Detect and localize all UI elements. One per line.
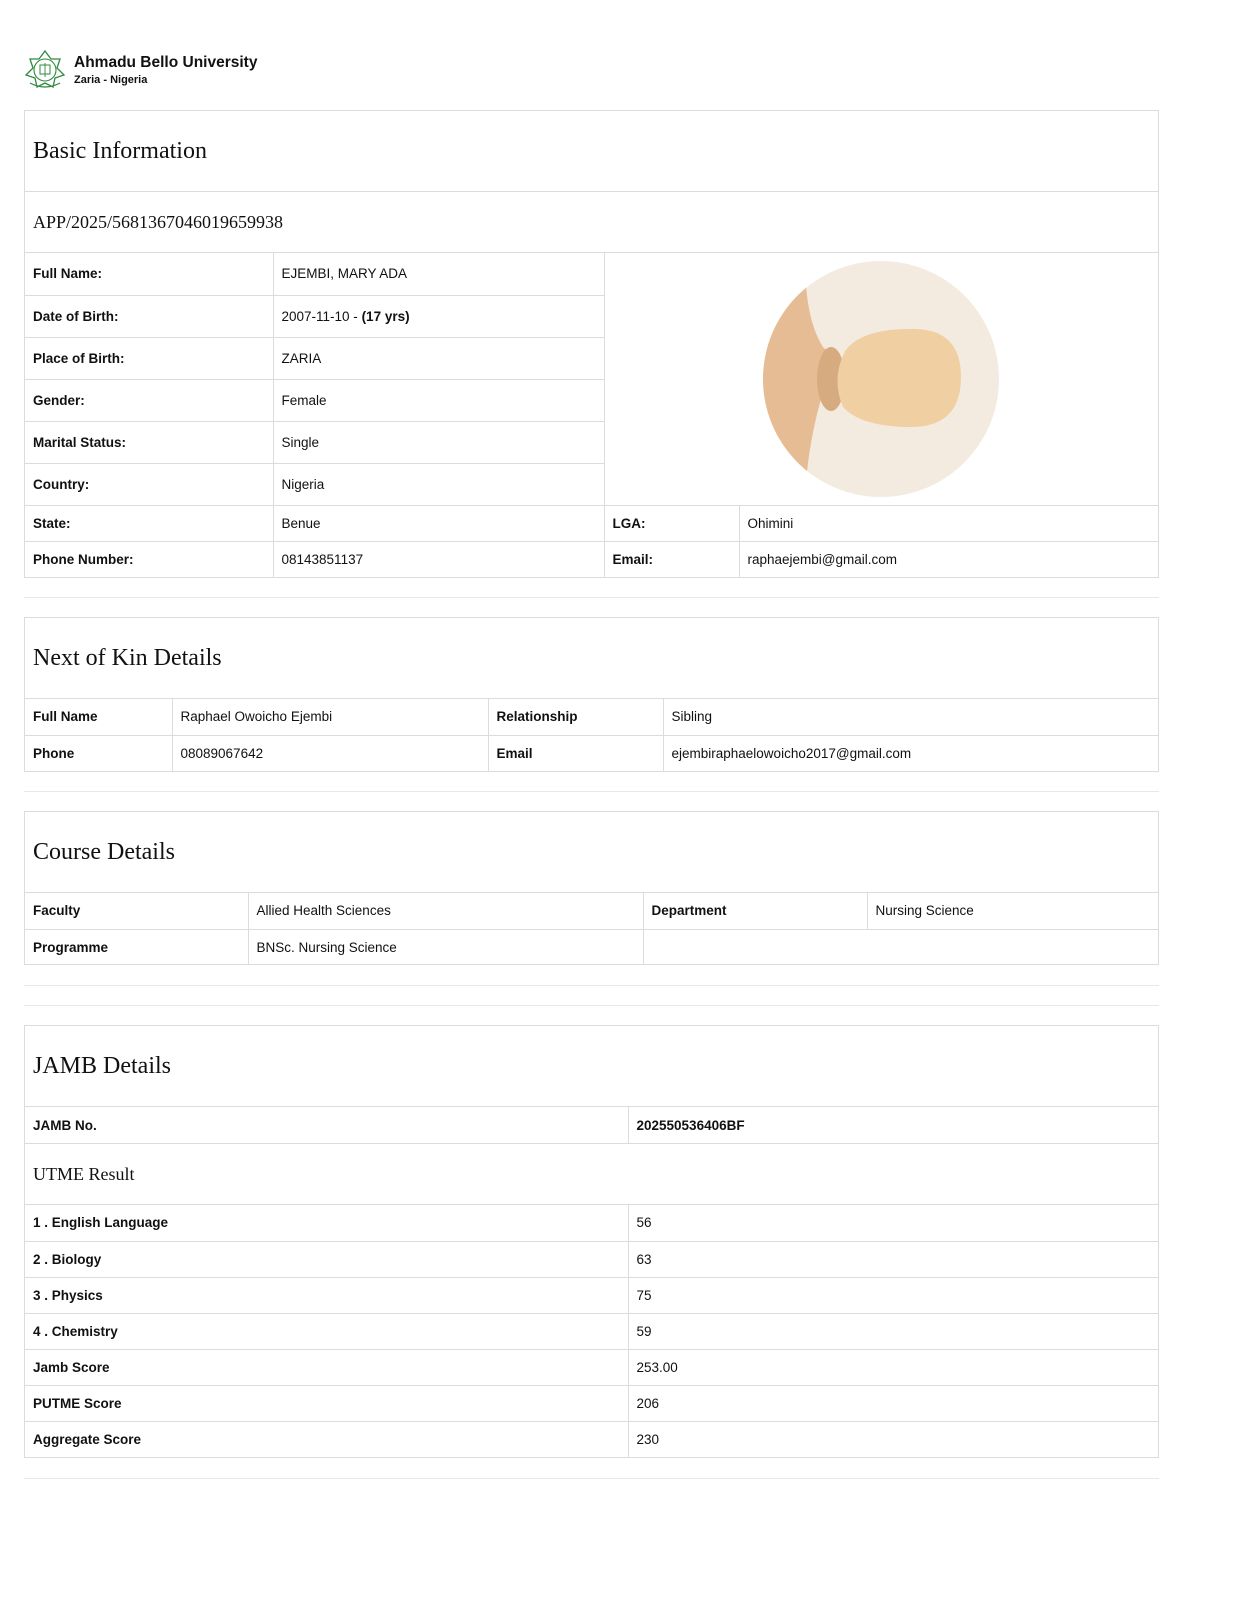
next-of-kin-table [25, 699, 1158, 771]
putme-score-label: PUTME Score [25, 1385, 628, 1421]
aggregate-score-value: 230 [628, 1421, 1158, 1457]
empty-cell [643, 929, 1158, 965]
table-row [25, 735, 1158, 771]
basic-information-title: Basic Information [25, 111, 1158, 192]
passport-photo [761, 259, 1001, 499]
application-number: APP/2025/5681367046019659938 [25, 192, 1158, 253]
putme-score-value: 206 [628, 1385, 1158, 1421]
lga-label: LGA: [604, 505, 739, 541]
kin-email-value: ejembiraphaelowoicho2017@gmail.com [663, 735, 1158, 771]
jamb-number-table [25, 1107, 1158, 1143]
biology-label: 2 . Biology [25, 1241, 628, 1277]
kin-phone-label: Phone [25, 735, 172, 771]
table-row [25, 699, 1158, 735]
university-location: Zaria - Nigeria [74, 73, 148, 86]
section-divider [24, 597, 1159, 598]
university-name: Ahmadu Bello University [74, 53, 258, 71]
table-row [25, 1385, 1158, 1421]
kin-phone-value: 08089067642 [172, 735, 488, 771]
aggregate-score-label: Aggregate Score [25, 1421, 628, 1457]
table-row [25, 929, 1158, 965]
course-details-card [24, 811, 1159, 965]
faculty-label: Faculty [25, 893, 248, 929]
lga-value: Ohimini [739, 505, 1158, 541]
basic-information-table [25, 253, 1158, 577]
jamb-score-label: Jamb Score [25, 1349, 628, 1385]
table-row [25, 541, 1158, 577]
full-name-value: EJEMBI, MARY ADA [273, 253, 604, 295]
programme-label: Programme [25, 929, 248, 965]
table-row [25, 1241, 1158, 1277]
table-row [25, 1107, 1158, 1143]
jamb-details-title: JAMB Details [25, 1026, 1158, 1107]
table-row [25, 893, 1158, 929]
table-row [25, 1349, 1158, 1385]
gender-value: Female [273, 379, 604, 421]
utme-result-title: UTME Result [25, 1143, 1158, 1205]
full-name-label: Full Name: [25, 253, 273, 295]
english-language-label: 1 . English Language [25, 1205, 628, 1241]
jamb-details-card [24, 1025, 1159, 1458]
date-of-birth-value: 2007-11-10 - [281, 308, 362, 324]
section-divider [24, 985, 1159, 986]
place-of-birth-value: ZARIA [273, 337, 604, 379]
university-header [24, 48, 257, 92]
chemistry-score: 59 [628, 1313, 1158, 1349]
passport-photo-cell [604, 253, 1158, 505]
table-row [25, 1205, 1158, 1241]
jamb-score-value: 253.00 [628, 1349, 1158, 1385]
course-details-title: Course Details [25, 812, 1158, 893]
place-of-birth-label: Place of Birth: [25, 337, 273, 379]
chemistry-label: 4 . Chemistry [25, 1313, 628, 1349]
department-label: Department [643, 893, 867, 929]
programme-value: BNSc. Nursing Science [248, 929, 643, 965]
department-value: Nursing Science [867, 893, 1158, 929]
kin-email-label: Email [488, 735, 663, 771]
email-label: Email: [604, 541, 739, 577]
section-divider [24, 1005, 1159, 1006]
jamb-number-label: JAMB No. [25, 1107, 628, 1143]
phone-number-value: 08143851137 [273, 541, 604, 577]
kin-relationship-label: Relationship [488, 699, 663, 735]
gender-label: Gender: [25, 379, 273, 421]
table-row [25, 1313, 1158, 1349]
state-value: Benue [273, 505, 604, 541]
faculty-value: Allied Health Sciences [248, 893, 643, 929]
physics-label: 3 . Physics [25, 1277, 628, 1313]
basic-information-card [24, 110, 1159, 578]
marital-status-label: Marital Status: [25, 421, 273, 463]
date-of-birth-label: Date of Birth: [25, 295, 273, 337]
table-row [25, 253, 1158, 295]
state-label: State: [25, 505, 273, 541]
section-divider [24, 791, 1159, 792]
date-of-birth-cell [273, 295, 604, 337]
email-value: raphaejembi@gmail.com [739, 541, 1158, 577]
course-details-table [25, 893, 1158, 965]
university-logo [24, 49, 66, 91]
jamb-number-value: 202550536406BF [628, 1107, 1158, 1143]
table-row [25, 505, 1158, 541]
utme-result-table [25, 1205, 1158, 1457]
age-value: (17 yrs) [361, 308, 410, 324]
country-label: Country: [25, 463, 273, 505]
phone-number-label: Phone Number: [25, 541, 273, 577]
table-row [25, 1421, 1158, 1457]
kin-relationship-value: Sibling [663, 699, 1158, 735]
physics-score: 75 [628, 1277, 1158, 1313]
kin-full-name-value: Raphael Owoicho Ejembi [172, 699, 488, 735]
section-divider [24, 1478, 1159, 1479]
country-value: Nigeria [273, 463, 604, 505]
table-row [25, 1277, 1158, 1313]
marital-status-value: Single [273, 421, 604, 463]
kin-full-name-label: Full Name [25, 699, 172, 735]
english-language-score: 56 [628, 1205, 1158, 1241]
biology-score: 63 [628, 1241, 1158, 1277]
next-of-kin-card [24, 617, 1159, 772]
next-of-kin-title: Next of Kin Details [25, 618, 1158, 699]
